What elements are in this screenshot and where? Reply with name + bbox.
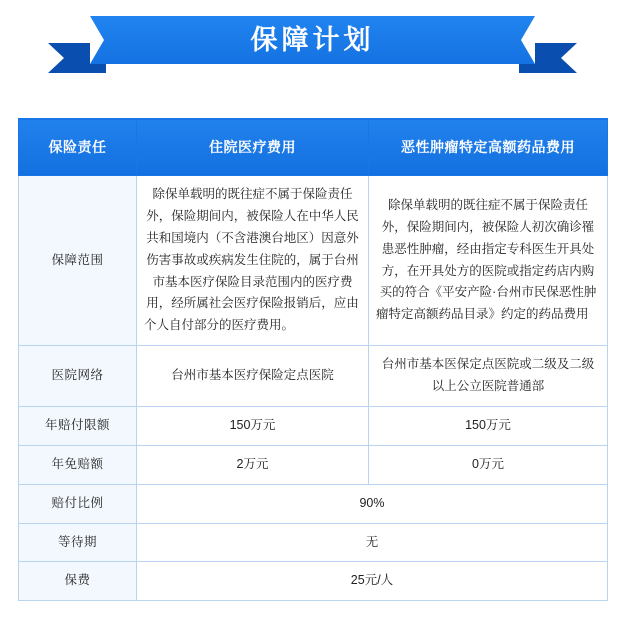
- column-header-oncology-drug: 恶性肿瘤特定高额药品费用: [369, 119, 608, 176]
- table-row: [19, 406, 608, 445]
- ribbon-center: [90, 16, 535, 64]
- cell-deductible-inpatient: 2万元: [137, 445, 369, 484]
- page-title: 保障计划: [250, 24, 375, 55]
- cell-hospital-network-inpatient: 台州市基本医疗保险定点医院: [137, 346, 369, 407]
- cell-deductible-oncology: 0万元: [369, 445, 608, 484]
- table-header-row: [19, 119, 608, 176]
- column-header-liability: 保险责任: [19, 119, 137, 176]
- row-label-hospital-network: 医院网络: [19, 346, 137, 407]
- cell-annual-limit-inpatient: 150万元: [137, 406, 369, 445]
- row-label-annual-limit: 年赔付限额: [19, 406, 137, 445]
- row-label-waiting-period: 等待期: [19, 523, 137, 562]
- cell-premium: 25元/人: [137, 562, 608, 601]
- cell-annual-limit-oncology: 150万元: [369, 406, 608, 445]
- ribbon-graphic: [48, 16, 577, 64]
- row-label-deductible: 年免赔额: [19, 445, 137, 484]
- table-row: [19, 445, 608, 484]
- table-row: [19, 523, 608, 562]
- plan-table: [18, 118, 608, 601]
- cell-coverage-scope-oncology: 除保单载明的既往症不属于保险责任外，保险期间内，被保险人初次确诊罹患恶性肿瘤，经由指定专科医生开具处方，在开具处方的医院或指定药店内购买的符合《平安产险·台州市民保恶性肿瘤特定高额药品目录》约定的药品费用: [369, 176, 608, 346]
- banner: [0, 0, 625, 96]
- cell-hospital-network-oncology: 台州市基本医保定点医院或二级及二级以上公立医院普通部: [369, 346, 608, 407]
- plan-table-wrapper: [18, 118, 607, 601]
- table-row: [19, 176, 608, 346]
- row-label-payout-ratio: 赔付比例: [19, 484, 137, 523]
- column-header-inpatient: 住院医疗费用: [137, 119, 369, 176]
- cell-waiting-period: 无: [137, 523, 608, 562]
- table-row: [19, 562, 608, 601]
- cell-coverage-scope-inpatient: 除保单载明的既往症不属于保险责任外，保险期间内，被保险人在中华人民共和国境内（不含港澳台地区）因意外伤害事故或疾病发生住院的，属于台州市基本医疗保险目录范围内的医疗费用，经所属社会医疗保险报销后，应由个人自付部分的医疗费用。: [137, 176, 369, 346]
- row-label-coverage-scope: 保障范围: [19, 176, 137, 346]
- cell-payout-ratio: 90%: [137, 484, 608, 523]
- row-label-premium: 保费: [19, 562, 137, 601]
- table-row: [19, 346, 608, 407]
- table-row: [19, 484, 608, 523]
